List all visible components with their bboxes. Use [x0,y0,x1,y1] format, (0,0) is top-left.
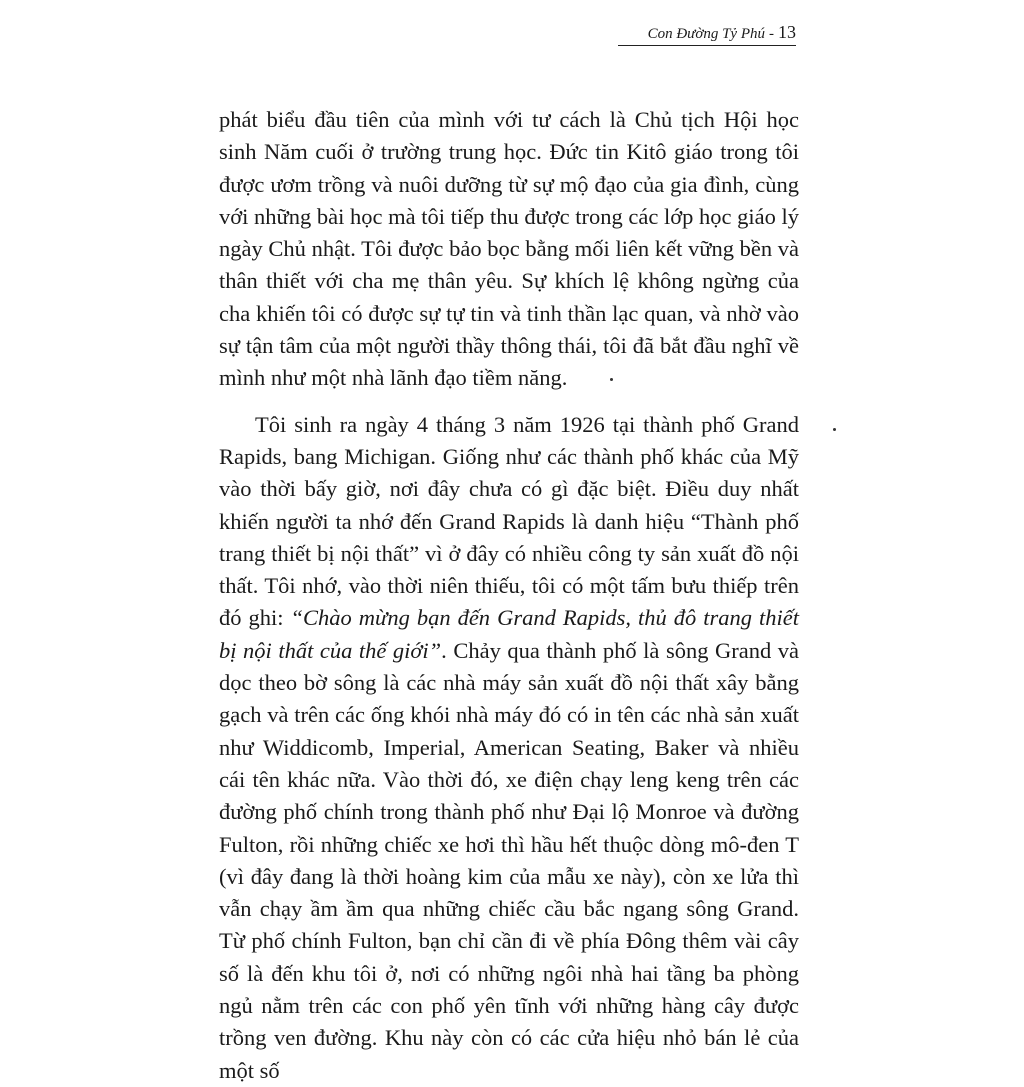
postcard-quote: “Chào mừng bạn đến Grand Rapids, thủ đô trang thiết bị nội thất của thế giới” [219,605,799,663]
ink-speck [833,428,836,431]
paragraph-2-text-end: . Chảy qua thành phố là sông Grand và dọc theo bờ sông là các nhà máy sản xuất đồ nội thất xây bằng gạch và trên các ống khói nhà máy đó có in tên các nhà sản xuất như Widdicomb, Imperial, American Seating, Baker và nhiều cái tên khác nữa. Vào thời đó, xe điện chạy leng keng trên các đường phố chính trong thành phố như Đại lộ Monroe và đường Fulton, rồi những chiếc xe hơi thì hầu hết thuộc dòng mô-đen T (vì đây đang là thời hoàng kim của mẫu xe này), còn xe lửa thì vẫn chạy ầm ầm qua những chiếc cầu bắc ngang sông Grand. Từ phố chính Fulton, bạn chỉ cần đi về phía Đông thêm vài cây số là đến khu tôi ở, nơi có những ngôi nhà hai tầng ba phòng ngủ nằm trên các con phố yên tĩnh với những hàng cây được trồng ven đường. Khu này còn có các cửa hiệu nhỏ bán lẻ của một số [219,637,799,1083]
paragraph-2-text-start: Tôi sinh ra ngày 4 tháng 3 năm 1926 tại thành phố Grand Rapids, bang Michigan. Giống như các thành phố khác của Mỹ vào thời bấy giờ, nơi đây chưa có gì đặc biệt. Điều duy nhất khiến người ta nhớ đến Grand Rapids là danh hiệu “Thành phố trang thiết bị nội thất” vì ở đây có nhiều công ty sản xuất đồ nội thất. Tôi nhớ, vào thời niên thiếu, tôi có một tấm bưu thiếp trên đó ghi: [219,411,799,631]
ink-speck [610,378,613,381]
paragraph-2 [219,409,799,1087]
body-text [219,104,799,1087]
book-title: Con Đường Tỷ Phú [647,26,765,42]
paragraph-1: phát biểu đầu tiên của mình với tư cách là Chủ tịch Hội học sinh Năm cuối ở trường trung học. Đức tin Kitô giáo trong tôi được ươm trồng và nuôi dưỡng từ sự mộ đạo của gia đình, cùng với những bài học mà tôi tiếp thu được trong các lớp học giáo lý ngày Chủ nhật. Tôi được bảo bọc bằng mối liên kết vững bền và thân thiết với cha mẹ thân yêu. Sự khích lệ không ngừng của cha khiến tôi có được sự tự tin và tinh thần lạc quan, và nhờ vào sự tận tâm của một người thầy thông thái, tôi đã bắt đầu nghĩ về mình như một nhà lãnh đạo tiềm năng. [219,107,799,391]
header-rule [618,45,796,46]
running-header [600,22,796,46]
page-number: 13 [778,22,796,42]
header-separator: - [769,26,774,42]
